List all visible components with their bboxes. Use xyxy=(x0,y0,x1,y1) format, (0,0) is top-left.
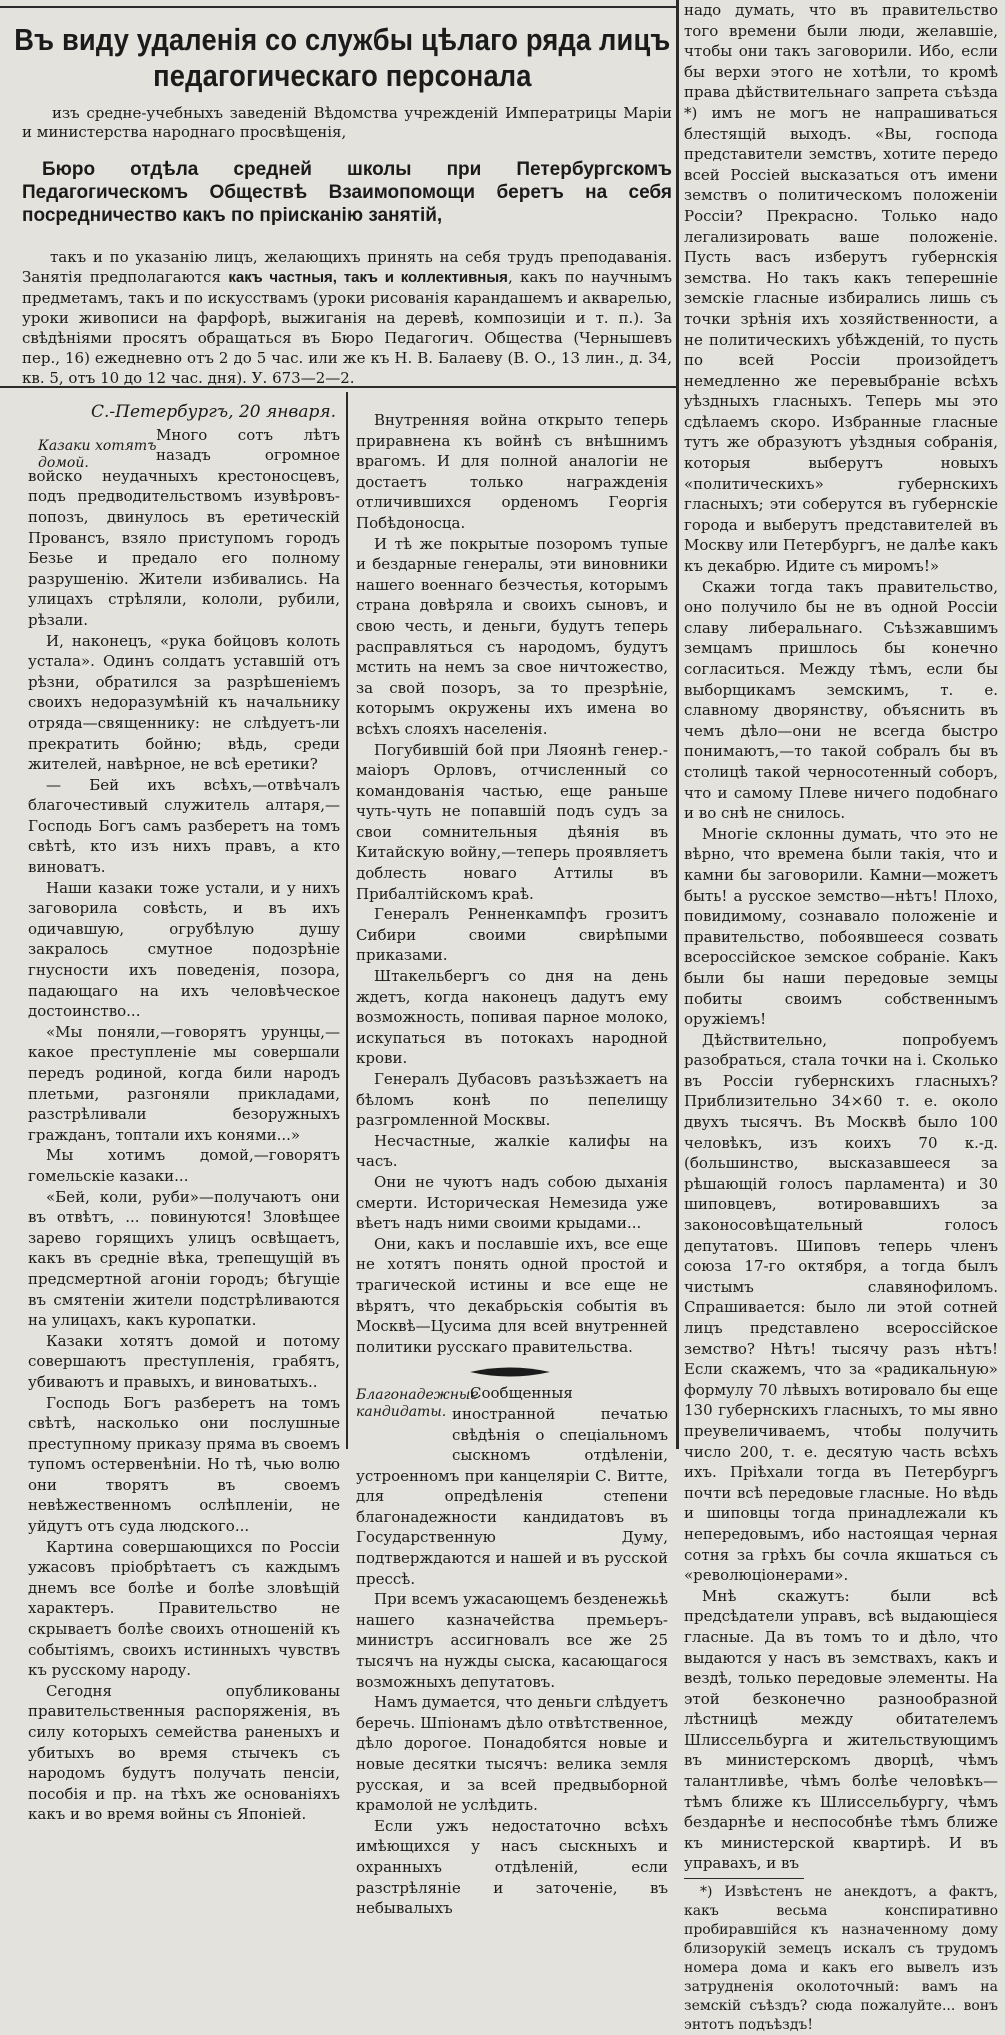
column-rule-right xyxy=(676,0,679,1449)
dateline: С.-Петербургъ, 20 января. xyxy=(90,402,336,422)
col2-paragraph: Они не чуютъ надъ собою дыханія смерти. Историческая Немезида уже вѣетъ надъ ними своими крыдами... xyxy=(356,1172,668,1233)
col1-paragraph: Сегодня опубликованы правительственныя распоряженія, въ силу которыхъ семейства раненыхъ и убитыхъ во время стычекъ съ народомъ будутъ получать пенсіи, пособія и пр. на тѣхъ же основаніяхъ какъ и во время войны съ Японіей. xyxy=(28,1681,340,1824)
ad-body-part1: такъ и по указанію лицъ, желающихъ принять на себя трудъ преподаванія. Занятія предполагаются xyxy=(22,248,672,286)
col1-paragraph: И, наконецъ, «рука бойцовъ колоть устала». Одинъ солдатъ уставшій отъ рѣзни, обратился за разрѣшеніемъ своихъ недоразумѣній къ начальнику отряда—священнику: не слѣдуетъ-ли прекратить бойню; вѣдь, среди жителей, навѣрное, не всѣ еретики? xyxy=(28,631,340,774)
col3-paragraph: Мнѣ скажутъ: были всѣ предсѣдатели управъ, всѣ выдающіеся гласные. Да въ томъ то и дѣло, что выдаются у насъ въ земствахъ, какъ и вездѣ, только передовые элементы. На этой безконечно разнообразной лѣстницѣ между обитателемъ Шлиссельбурга и жительствующимъ въ министерскомъ дворцѣ, чѣмъ талантливѣе, чѣмъ болѣе человѣкъ—тѣмъ ближе къ Шлиссельбургу, чѣмъ бездарнѣе и неспособнѣе тѣмъ ближе къ министерской квартирѣ. И въ управахъ, и въ xyxy=(684,1586,998,1873)
col3-paragraph: надо думать, что въ правительство того времени были люди, желавшіе, чтобы они такъ заговорили. Ибо, если бы верхи этого не хотѣли, то кромѣ права дѣйствительнаго запрета съѣзда *) имъ не могъ не напрашиваться блестящій выходъ. «Вы, господа представители земствъ, хотите передо всей Россіей высказаться отъ имени земствъ о политическомъ положеніи Россіи? Прекрасно. Только надо легализировать ваше положеніе. Пусть васъ изберутъ губернскія земства. Но такъ какъ теперешніе земскіе гласные избирались лишь съ точки зрѣнія ихъ хозяйственности, а не политическихъ убѣжденій, то пусть по всей Россіи произойдетъ немедленно же перевыбраніе всѣхъ уѣздныхъ гласныхъ. Теперь мы это сдѣлаемъ скоро. Избранные гласные тутъ же образуютъ уѣздныя собранія, которыя выберутъ новыхъ «политическихъ» губернскихъ гласныхъ; эти соберутся въ губернскіе города и выберутъ представителей въ Москву или Петербургъ, не далѣе какъ къ декабрю. Идите съ миромъ!» xyxy=(684,1,998,576)
ad-body xyxy=(22,247,672,388)
col2-paragraph: Штакельбергъ со дня на день ждетъ, когда наконецъ дадутъ ему возможность, попивая парное молоко, искупаться въ потокахъ народной крови. xyxy=(356,967,668,1068)
col2-paragraph: Несчастные, жалкіе калифы на часъ. xyxy=(356,1131,668,1171)
top-rule xyxy=(0,6,676,8)
ad-body-part2: , какъ по научнымъ предметамъ, такъ и по искусствамъ (уроки рисованія карандашемъ и акварелью, уроки живописи на фарфорѣ, выжиганія на деревѣ, композиціи и т. п.). За свѣдѣніями просятъ обращаться въ Бюро Педагогич. Общества (Чернышевъ пер., 16) ежедневно отъ 2 до 5 час. или же къ Н. В. Балаеву (В. О., 13 лин., д. 34, кв. 5, отъ 10 до 12 час. дня). У. 673—2—2. xyxy=(22,268,673,387)
col1-paragraph: Мы хотимъ домой,—говорятъ гомельскіе казаки... xyxy=(28,1146,340,1185)
col1-paragraph: — Бей ихъ всѣхъ,—отвѣчалъ благочестивый служитель алтаря,—Господь Богъ самъ разберетъ на томъ свѣтѣ, кто изъ нихъ правъ, а кто виноватъ. xyxy=(28,775,340,877)
column-rule-middle xyxy=(346,392,348,1449)
ad-headline: Бюро отдѣла средней школы при Петербургскомъ Педагогическомъ Обществѣ Взаимопомощи беретъ на себя посредничество какъ по прiисканію занятій, xyxy=(22,159,672,226)
col2-paragraph: Намъ думается, что деньги слѣдуетъ беречь. Шпіонамъ дѣло отвѣтственное, дѣло дорогое. Понадобятся новые и новые десятки тысячъ: велика земля русская, и за всей предвыборной крамолой не услѣдить. xyxy=(356,1693,668,1815)
side-heading-cossacks: Казаки хотятъ домой. xyxy=(38,438,157,471)
ad-title: Въ виду удаленія со службы цѣлаго ряда лицъ педагогическаго персонала xyxy=(14,22,671,93)
col1-paragraph: Наши казаки тоже устали, и у нихъ заговорила совѣсть, и въ ихъ одичавшую, огрубѣлую душу закралось смутное подозрѣніе гнусности ихъ поведенія, позора, падающаго на ихъ человѣческое достоинство... xyxy=(28,878,340,1021)
col2-paragraph: Сообщенныя иностранной печатью свѣдѣнія о спеціальномъ сыскномъ отдѣленіи, устроенномъ при канцеляріи С. Витте, для опредѣленія степени благонадежности кандидатовъ въ Государственную Думу, подтверждаются и нашей и въ русской прессѣ. xyxy=(356,1384,668,1588)
col1-paragraph: «Мы поняли,—говорятъ урунцы,—какое преступленіе мы совершали передъ родиной, когда били народъ плетьми, разгоняли прикладами, разстрѣливали безоружныхъ гражданъ, топтали ихъ конями...» xyxy=(28,1022,340,1144)
ad-subtitle: изъ средне-учебныхъ заведеній Вѣдомства учрежденій Императрицы Маріи и министерства народнаго просвѣщенія, xyxy=(22,104,672,141)
col1-paragraph: Казаки хотятъ домой и потому совершаютъ преступленія, грабятъ, убиваютъ и правыхъ, и виноватыхъ.. xyxy=(28,1331,340,1391)
col3-paragraph: Дѣйствительно, попробуемъ разобраться, стала точки на і. Сколько въ Россіи губернскихъ гласныхъ? Приблизительно 34×60 т. е. около двухъ тысячъ. Въ Москвѣ было 100 человѣкъ, изъ коихъ 70 к.-д. (большинство, высказавшееся за рѣшающій голосъ парламента) и 30 шиповцевъ, вотировавшихъ за законосовѣщательный голосъ депутатовъ. Шиповъ теперь членъ союза 17-го октября, а тогда былъ чистымъ славянофиломъ. Спрашивается: было ли этой сотней лицъ представлено всероссійское земство? Нѣтъ! тысячу разъ нѣтъ! Если скажемъ, что за «радикальную» формулу 70 лѣвыхъ вотировало бы еще 130 губернскихъ гласныхъ, то мы явно преувеличиваемъ, чтобы получить число 200, т. е. десятую часть всѣхъ ихъ. Пріѣхали тогда въ Петербургъ почти всѣ передовые гласные. Но вѣдь и шиповцы тогда принадлежали къ непередовымъ, ибо настоящая черная сотня за грѣхъ бы сочла якшаться съ «революціонерами». xyxy=(684,1030,998,1585)
section-ornament xyxy=(356,1357,668,1383)
column-2 xyxy=(356,410,669,1918)
col2-paragraph: Генералъ Ренненкампфъ грозитъ Сибири своими свирѣпыми приказами. xyxy=(356,905,668,965)
ornament-divider-icon xyxy=(470,1365,550,1379)
col1-paragraph: Картина совершающихся по Россіи ужасовъ пріобрѣтаетъ съ каждымъ днемъ все болѣе и болѣе зловѣщій характеръ. Правительство не скрываетъ болѣе своихъ отношеній къ событіямъ, своихъ истинныхъ чувствъ къ русскому народу. xyxy=(28,1537,340,1680)
col2-paragraph: Внутренняя война открыто теперь приравнена къ войнѣ съ внѣшнимъ врагомъ. И для полной аналогіи не достаетъ только награжденія отличившихся орденомъ Георгія Побѣдоносца. xyxy=(356,411,668,532)
footnote-rule xyxy=(684,1878,804,1879)
advertisement xyxy=(14,22,673,387)
ad-body-emphasis: какъ частныя, такъ и коллективныя xyxy=(228,269,508,286)
col2-paragraph: При всемъ ужасающемъ безденежьѣ нашего казначейства премьеръ-министръ ассигновалъ все же 25 тысячъ на нужды сыска, касающагося возможныхъ депутатовъ. xyxy=(356,1590,669,1691)
side-heading-candidates: Благонадежные кандидаты. xyxy=(356,1387,479,1421)
col2-paragraph: Они, какъ и пославшіе ихъ, все еще не хотятъ понять одной простой и трагической истины и все еще не вѣрятъ, что декабрьскія событія въ Москвѣ—Цусима для всей внутренней политики русскаго правительства. xyxy=(356,1234,668,1356)
col3-paragraph: Скажи тогда такъ правительство, оно получило бы не въ одной Россіи славу либеральнаго. Съѣзжавшимъ земцамъ пришлось бы конечно согласиться. Между тѣмъ, если бы выборщикамъ земскимъ, т. е. славному дворянству, объяснить въ чемъ дѣло—они не всегда быстро понимаютъ,—то такой собралъ бы въ столицѣ такой черносотенный соборъ, что и самому Плеве ничего подобнаго и во снѣ не снилось. xyxy=(684,577,998,823)
footnote: *) Извѣстенъ не анекдотъ, а фактъ, какъ весьма конспиративно пробиравшійся къ назначенному дому близорукій земецъ искалъ съ трудомъ номера дома и какъ его вывелъ изъ затрудненія околоточный: вамъ на земскій съѣздъ? сюда пожалуйте... вонъ энтотъ подъѣздъ! xyxy=(684,1884,998,2034)
col2-paragraph: Если ужъ недостаточно всѣхъ имѣющихся у насъ сыскныхъ и охранныхъ отдѣленій, если разстрѣляніе и заточеніе, въ небывалыхъ xyxy=(356,1816,668,1918)
col1-paragraph: «Бей, коли, руби»—получаютъ они въ отвѣтъ, ... повинуются! Зловѣщее зарево горящихъ улицъ освѣщаетъ, какъ въ средніе вѣка, трепещущій въ предсмертной агоніи городъ; бѣгущіе въ смятеніи жители подстрѣливаются на улицахъ, какъ куропатки. xyxy=(28,1187,340,1330)
column-1 xyxy=(28,394,340,1824)
column-3 xyxy=(684,0,998,2034)
col1-paragraph: Господь Богъ разберетъ на томъ свѣтѣ, насколько они послушные преступному приказу пряма въ своемъ тупомъ остервенѣніи. Но тѣ, чью волю они творятъ въ своемъ невѣжественномъ ослѣпленіи, не уйдутъ отъ суда людского... xyxy=(28,1393,340,1536)
col3-paragraph: Многіе склонны думать, что это не вѣрно, что времена были такія, что и камни бы заговорили. Камни—можетъ быть! а русское земство—нѣтъ! Плохо, повидимому, сознавало положеніе и правительство, побоявшееся созвать всероссійское земское собраніе. Какъ были бы наши передовые земцы побиты своимъ собственнымъ оружіемъ! xyxy=(684,824,998,1029)
col2-paragraph: И тѣ же покрытые позоромъ тупые и бездарные генералы, эти виновники нашего военнаго безчестья, которымъ страна довѣряла и своихъ сыновъ, и свою честь, и деньги, будутъ теперь расправляться съ народомъ, будутъ мстить на немъ за свое ничтожество, за свой позоръ, за то презрѣніе, которымъ окружены ихъ имена во всѣхъ слояхъ населенія. xyxy=(356,534,668,738)
col2-paragraph: Погубившій бой при Ляоянѣ генер.-маіоръ Орловъ, отчисленный со командованія частью, еще раньше чуть-чуть не попавшій подъ судъ за свои сомнительныя дѣянія въ Китайскую войну,—теперь проявляетъ доблесть новаго Аттилы въ Прибалтійскомъ краѣ. xyxy=(356,740,668,903)
col2-paragraph: Генералъ Дубасовъ разъѣзжаетъ на бѣломъ конѣ по пепелищу разгромленной Москвы. xyxy=(356,1070,668,1130)
col1-paragraph: Много сотъ лѣтъ назадъ огромное войско неудачныхъ крестоносцевъ, подъ предводительствомъ изувѣровъ-попозъ, двинулось въ еретическій Провансъ, взяло приступомъ городъ Безье и предало его полному разрушенію. Жители избивались. На улицахъ стрѣляли, кололи, рубили, рѣзали. xyxy=(28,425,340,629)
